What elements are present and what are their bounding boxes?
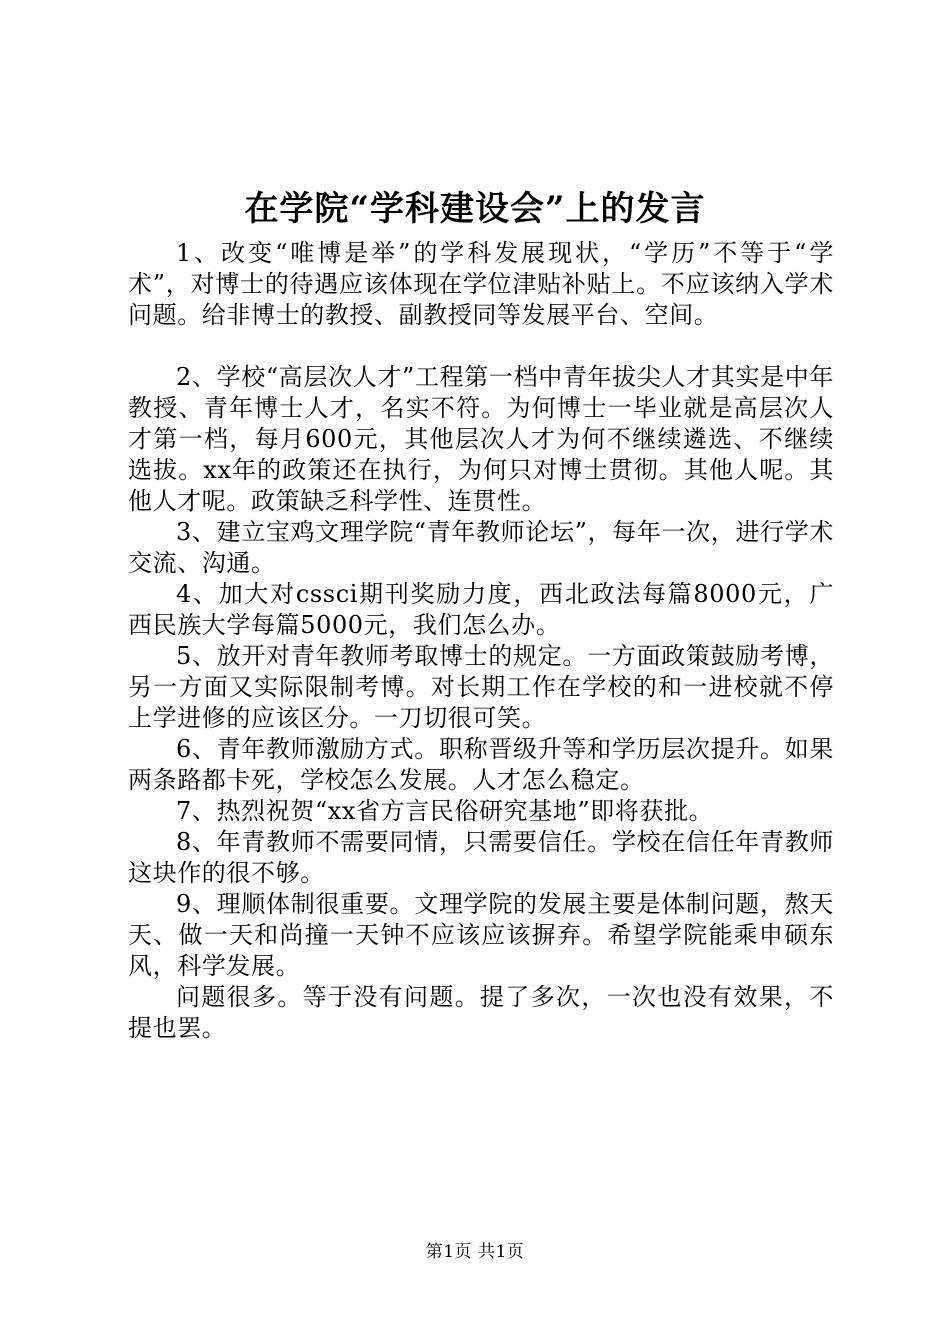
document-title: 在学院“学科建设会”上的发言 — [244, 189, 706, 229]
paragraph-7: 7、热烈祝贺“xx省方言民俗研究基地”即将获批。 — [176, 797, 714, 825]
paragraph-1: 1、改变“唯博是举”的学科发展现状，“学历”不等于“学术”，对博士的待遇应该体现在学位津贴补贴上。不应该纳入学术问题。给非博士的教授、副教授同等发展平台、空间。 — [128, 239, 834, 329]
paragraph-6: 6、青年教师激励方式。职称晋级升等和学历层次提升。如果两条路都卡死，学校怎么发展。人才怎么稳定。 — [128, 735, 834, 794]
paragraph-closing: 问题很多。等于没有问题。提了多次，一次也没有效果，不提也罢。 — [128, 983, 834, 1042]
paragraph-2: 2、学校“高层次人才”工程第一档中青年拔尖人才其实是中年教授、青年博士人才，名实不符。为何博士一毕业就是高层次人才第一档，每月600元，其他层次人才为何不继续遴选、不继续选拔。xx年的政策还在执行，为何只对博士贯彻。其他人呢。其他人才呢。政策缺乏科学性、连贯性。 — [128, 363, 834, 515]
document-body — [128, 238, 834, 1044]
page-footer: 第1页 共1页 — [425, 1242, 525, 1262]
paragraph-8: 8、年青教师不需要同情，只需要信任。学校在信任年青教师这块作的很不够。 — [128, 828, 834, 887]
paragraph-3: 3、建立宝鸡文理学院“青年教师论坛”，每年一次，进行学术交流、沟通。 — [128, 518, 834, 577]
paragraph-4: 4、加大对cssci期刊奖励力度，西北政法每篇8000元，广西民族大学每篇5000元，我们怎么办。 — [128, 580, 834, 639]
paragraph-5: 5、放开对青年教师考取博士的规定。一方面政策鼓励考博，另一方面又实际限制考博。对长期工作在学校的和一进校就不停上学进修的应该区分。一刀切很可笑。 — [128, 642, 834, 732]
paragraph-9: 9、理顺体制很重要。文理学院的发展主要是体制问题，熬天天、做一天和尚撞一天钟不应该应该摒弃。希望学院能乘申硕东风，科学发展。 — [128, 890, 834, 980]
